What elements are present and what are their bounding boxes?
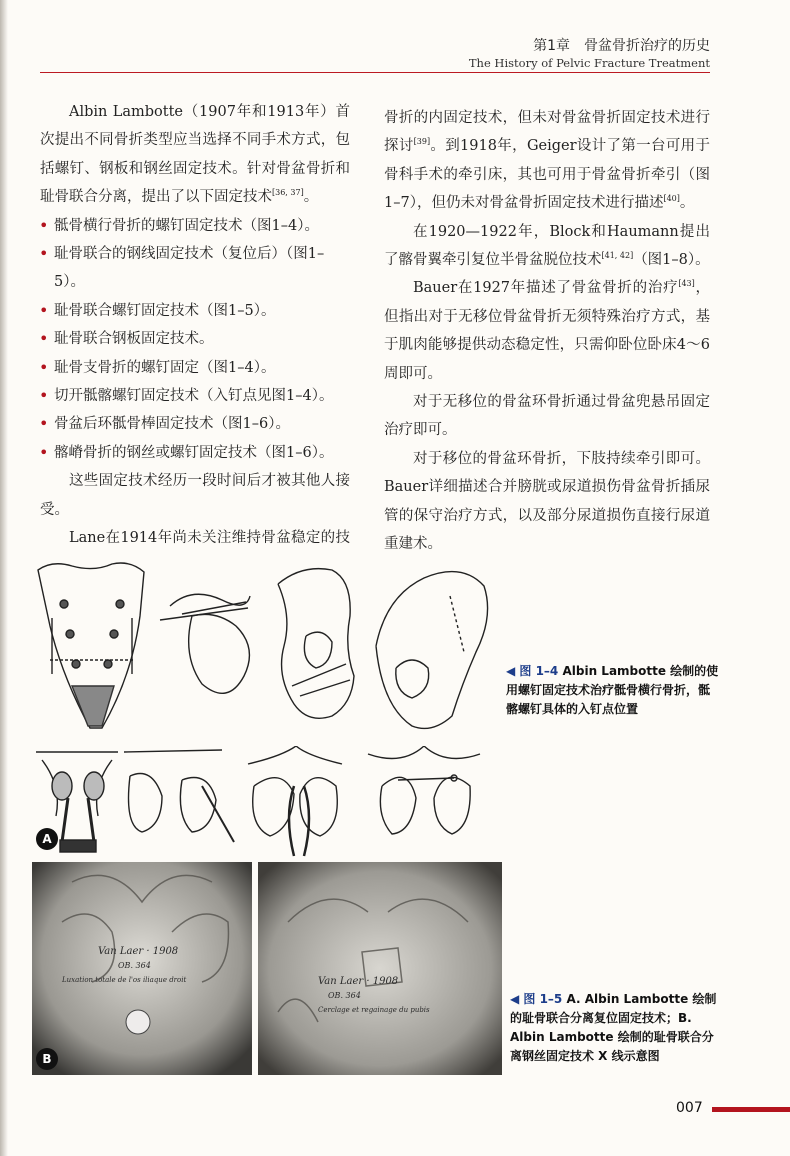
xray-image-1 [32,862,252,1075]
panel-label-a: A [36,828,58,850]
sacrum-screw-drawing [32,556,502,736]
reference: [40] [663,194,680,204]
text: 。 [303,189,319,206]
pelvis-xray-1 [32,862,252,1075]
right-column [384,104,710,559]
xray-handwriting-2a: Van Laer · 1908 [318,976,399,987]
list-item: • 骶骨横行骨折的螺钉固定技术（图1–4）。 [40,212,350,240]
text: Bauer在1927年描述了骨盆骨折的治疗 [413,280,679,297]
figure-1-5a-drawings [32,746,502,858]
figure-1-4-caption [506,662,721,719]
page-binding-shadow [0,0,8,1156]
reference: [43] [678,279,695,289]
page-number-bar [712,1107,790,1112]
page-number: 007 [676,1100,703,1116]
running-header [400,36,710,71]
xray-image-2 [258,862,502,1075]
reference: [41, 42] [601,251,634,261]
list-item: • 耻骨联合螺钉固定技术（图1–5）。 [40,297,350,325]
figure-1-4-drawings [32,556,502,736]
caption-text: A. Albin Lambotte 绘制的耻骨联合分离复位固定技术；B. Albin Lambotte 绘制的耻骨联合分离钢丝固定技术 X 线示意图 [510,992,717,1063]
left-column [40,98,350,609]
reference: [39] [413,137,431,147]
caption-number: ◀ 图 1–5 [510,992,563,1006]
xray-handwriting-2c: Cerclage et regainage du pubis [318,1006,430,1014]
paragraph [384,104,710,218]
xray-handwriting-1c: Luxation totale de l'os iliaque droit [62,976,187,984]
list-item: • 耻骨支骨折的螺钉固定（图1–4）。 [40,354,350,382]
xray-handwriting-1b: OB. 364 [118,961,151,970]
text: 。到1918年，Geiger设计了第一台可用于骨科手术的牵引床，其也可用于骨盆骨折牵引（图1–7），但仍未对骨盆骨折固定技术进行描述 [384,138,710,212]
header-rule [40,72,710,73]
paragraph [384,218,710,275]
list-item: • 髂嵴骨折的钢丝或螺钉固定技术（图1–6）。 [40,439,350,467]
caption-number: ◀ 图 1–4 [506,664,559,678]
list-item: • 切开骶髂螺钉固定技术（入钉点见图1–4）。 [40,382,350,410]
paragraph [40,98,350,212]
chapter-title-en: The History of Pelvic Fracture Treatment [468,56,710,70]
text: 。 [679,195,695,212]
panel-label-b: B [36,1048,58,1070]
pelvis-xray-2 [258,862,502,1075]
xray-handwriting-1a: Van Laer · 1908 [98,946,179,957]
reference: [36, 37] [272,188,304,198]
text: Albin Lambotte（1907年和1913年）首次提出不同骨折类型应当选择不同手术方式，包括螺钉、钢板和钢丝固定技术。针对骨盆骨折和耻骨联合分离，提出了以下固定技术 [40,104,350,206]
technique-list [40,212,350,468]
text: （图1–8）。 [633,252,710,269]
xray-handwriting-2b: OB. 364 [328,991,361,1000]
chapter-title: 第1章 骨盆骨折治疗的历史 [533,38,710,54]
list-item: • 耻骨联合钢板固定技术。 [40,325,350,353]
figure-1-5-caption [510,990,720,1066]
caption-text: Albin Lambotte 绘制的使用螺钉固定技术治疗骶骨横行骨折，骶髂螺钉具体的入钉点位置 [506,664,719,716]
text: ，但指出对于无移位骨盆骨折无须特殊治疗方式，基于肌肉能够提供动态稳定性，只需仰卧位卧床4～6周即可。 [384,280,710,382]
list-item: • 骨盆后环骶骨棒固定技术（图1–6）。 [40,410,350,438]
paragraph: 这些固定技术经历一段时间后才被其他人接受。 [40,473,350,518]
paragraph: 对于移位的骨盆环骨折，下肢持续牵引即可。Bauer详细描述合并膀胱或尿道损伤骨盆骨折插尿管的保守治疗方式，以及部分尿道损伤直接行尿道重建术。 [384,450,710,553]
paragraph: 对于无移位的骨盆环骨折通过骨盆兜悬吊固定治疗即可。 [384,394,710,439]
text: 骨折的内固定技术，但未对骨盆骨折固定技术进行探讨 [384,110,710,155]
text: Lane在1914年尚未关注维持骨盆稳定的技 [69,530,350,547]
list-item: • 耻骨联合的钢线固定技术（复位后）（图1–5）。 [40,240,350,297]
text: 在1920—1922年，Block和Haumann提出了髂骨翼牵引复位半骨盆脱位技术 [384,223,710,269]
symphysis-wire-drawing [32,746,502,858]
paragraph [384,274,710,388]
